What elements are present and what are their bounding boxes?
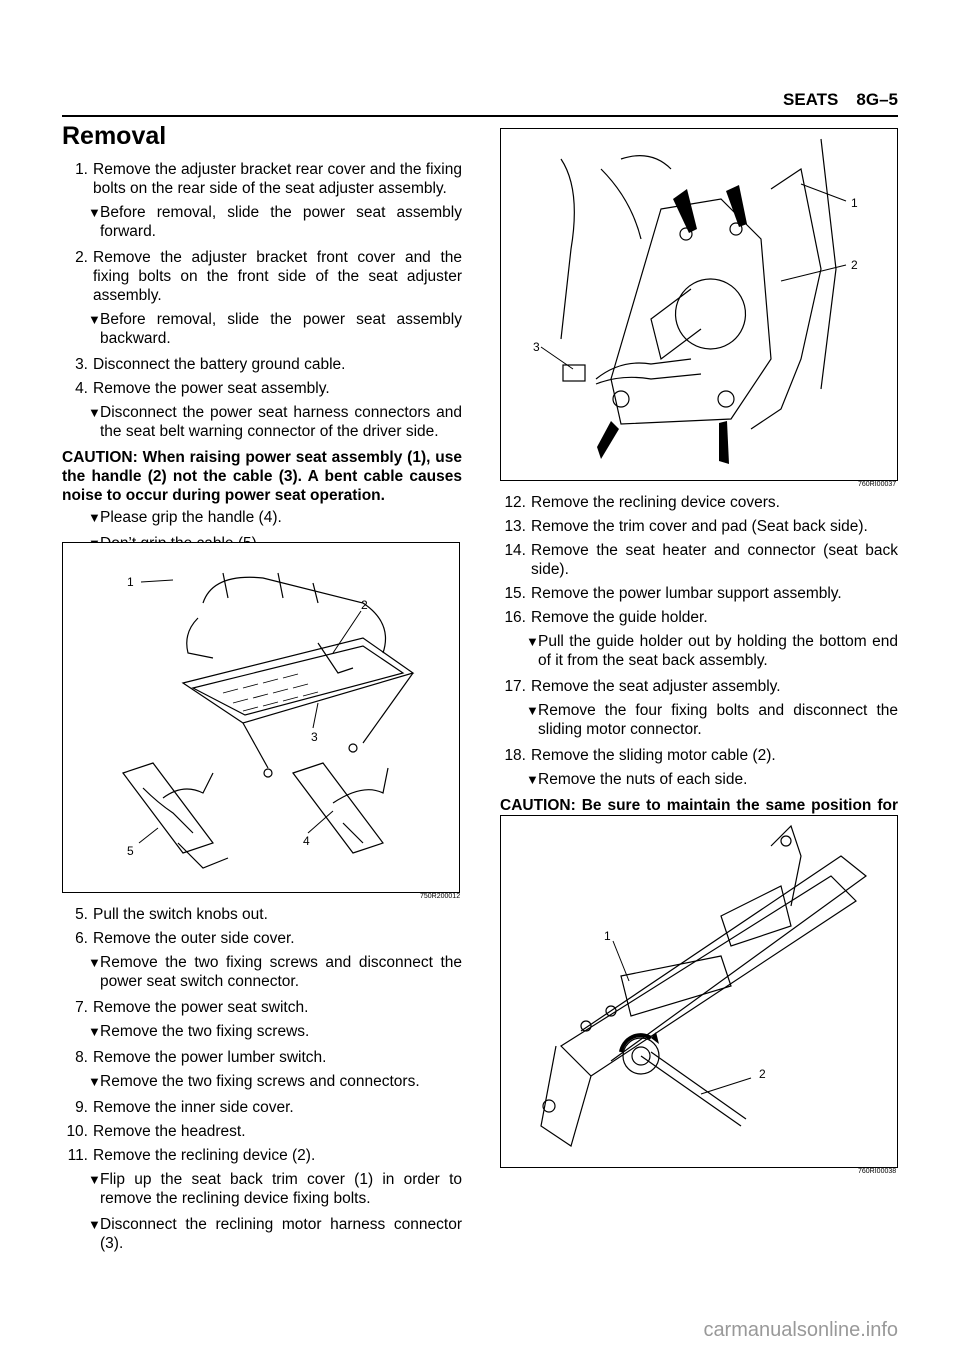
figure-id: 760RI00038 bbox=[858, 1168, 897, 1175]
label-3: 3 bbox=[311, 730, 318, 744]
step-text: Remove the guide holder. bbox=[531, 609, 708, 626]
note-item bbox=[88, 403, 462, 441]
step-item bbox=[62, 1122, 462, 1141]
note-item bbox=[88, 203, 462, 241]
seat-lifting-illustration bbox=[63, 543, 459, 892]
note-item bbox=[88, 1170, 462, 1208]
step-text: Remove the power seat assembly. bbox=[93, 380, 330, 397]
bullet-icon: ▼ bbox=[88, 510, 101, 525]
step-text: Disconnect the battery ground cable. bbox=[93, 356, 346, 373]
bullet-icon: ▼ bbox=[88, 405, 101, 420]
label-5: 5 bbox=[127, 844, 134, 858]
page-header bbox=[765, 90, 898, 110]
caution-raising-seat: CAUTION: When raising power seat assembly (1), use the handle (2) not the cable (3). A bent cable causes noise to occur during power seat operation. bbox=[62, 449, 462, 504]
step-item bbox=[500, 517, 898, 536]
left-column-top bbox=[62, 160, 462, 560]
note-text: Please grip the handle (4). bbox=[100, 509, 282, 526]
step-text: Remove the adjuster bracket front cover and the fixing bolts on the front side of the seat adjuster assembly. bbox=[93, 249, 462, 304]
step-number: 9. bbox=[75, 1099, 88, 1116]
note-text: Before removal, slide the power seat assembly backward. bbox=[100, 311, 462, 347]
step-number: 8. bbox=[75, 1049, 88, 1066]
step-number: 14. bbox=[504, 542, 526, 559]
step-list-left-2 bbox=[62, 905, 462, 1253]
left-column-bottom bbox=[62, 905, 462, 1260]
figure-id: 760RI00037 bbox=[858, 481, 897, 488]
note-item bbox=[88, 1072, 462, 1091]
step-number: 12. bbox=[504, 494, 526, 511]
note-item bbox=[88, 508, 462, 527]
note-text: Before removal, slide the power seat assembly forward. bbox=[100, 204, 462, 240]
step-number: 7. bbox=[75, 999, 88, 1016]
step-item bbox=[500, 677, 898, 696]
note-item bbox=[88, 1215, 462, 1253]
step-item bbox=[500, 541, 898, 579]
figure-seat-adjuster bbox=[500, 815, 898, 1168]
label-4: 4 bbox=[303, 834, 310, 848]
step-item bbox=[62, 998, 462, 1017]
step-text: Remove the trim cover and pad (Seat back side). bbox=[531, 518, 868, 535]
figure-id: 750R200012 bbox=[420, 893, 461, 900]
step-item bbox=[62, 1048, 462, 1067]
label-1: 1 bbox=[127, 575, 134, 589]
page-number: 8G–5 bbox=[856, 90, 898, 109]
note-item bbox=[88, 953, 462, 991]
reclining-device-illustration bbox=[501, 129, 897, 480]
bullet-icon: ▼ bbox=[88, 1024, 101, 1039]
label-3: 3 bbox=[533, 340, 540, 354]
step-text: Remove the reclining device (2). bbox=[93, 1147, 316, 1164]
right-column bbox=[500, 493, 898, 834]
note-text: Remove the nuts of each side. bbox=[538, 771, 748, 788]
label-2: 2 bbox=[851, 258, 858, 272]
step-item bbox=[62, 160, 462, 198]
step-item bbox=[62, 379, 462, 398]
label-2: 2 bbox=[361, 598, 368, 612]
figure-seat-lifting bbox=[62, 542, 460, 893]
label-2: 2 bbox=[759, 1067, 766, 1081]
bullet-icon: ▼ bbox=[88, 1172, 101, 1187]
step-item bbox=[62, 929, 462, 948]
note-text: Pull the guide holder out by holding the bottom end of it from the seat back assembly. bbox=[538, 633, 898, 669]
bullet-icon: ▼ bbox=[526, 772, 539, 787]
bullet-icon: ▼ bbox=[88, 955, 101, 970]
step-number: 5. bbox=[75, 906, 88, 923]
note-text: Remove the two fixing screws and connectors. bbox=[100, 1073, 420, 1090]
step-text: Remove the seat adjuster assembly. bbox=[531, 678, 781, 695]
step-text: Remove the seat heater and connector (seat back side). bbox=[531, 542, 898, 578]
section-title: SEATS bbox=[782, 90, 839, 109]
step-number: 2. bbox=[75, 249, 88, 266]
step-number: 6. bbox=[75, 930, 88, 947]
page-title: Removal bbox=[62, 122, 167, 150]
step-item bbox=[500, 608, 898, 627]
step-text: Remove the reclining device covers. bbox=[531, 494, 780, 511]
note-text: Disconnect the power seat harness connectors and the seat belt warning connector of the driver side. bbox=[100, 404, 462, 440]
step-text: Remove the power seat switch. bbox=[93, 999, 309, 1016]
bullet-icon: ▼ bbox=[88, 312, 101, 327]
step-text: Remove the power lumbar support assembly. bbox=[531, 585, 842, 602]
step-item bbox=[62, 355, 462, 374]
bullet-icon: ▼ bbox=[88, 1217, 101, 1232]
note-item bbox=[526, 770, 898, 789]
bullet-icon: ▼ bbox=[526, 703, 539, 718]
bullet-icon: ▼ bbox=[88, 1074, 101, 1089]
seat-adjuster-illustration bbox=[501, 816, 897, 1167]
step-text: Pull the switch knobs out. bbox=[93, 906, 268, 923]
note-text: Disconnect the reclining motor harness connector (3). bbox=[100, 1216, 462, 1252]
note-text: Remove the four fixing bolts and disconnect the sliding motor connector. bbox=[538, 702, 898, 738]
header-rule bbox=[62, 115, 898, 117]
step-text: Remove the adjuster bracket rear cover and the fixing bolts on the rear side of the seat adjuster assembly. bbox=[93, 161, 462, 197]
step-number: 11. bbox=[67, 1147, 88, 1164]
step-number: 10. bbox=[66, 1123, 88, 1140]
note-item bbox=[526, 701, 898, 739]
step-item bbox=[62, 248, 462, 305]
step-item bbox=[62, 1098, 462, 1117]
note-text: Remove the two fixing screws. bbox=[100, 1023, 310, 1040]
watermark: carmanualsonline.info bbox=[703, 1319, 898, 1341]
step-number: 16. bbox=[504, 609, 526, 626]
step-number: 1. bbox=[75, 161, 88, 178]
step-item bbox=[500, 746, 898, 765]
step-number: 4. bbox=[75, 380, 88, 397]
step-item bbox=[500, 584, 898, 603]
figure-reclining-device bbox=[500, 128, 898, 481]
step-number: 15. bbox=[504, 585, 526, 602]
step-text: Remove the inner side cover. bbox=[93, 1099, 294, 1116]
caution-adjuster-position: CAUTION: Be sure to maintain the same position for bbox=[500, 797, 898, 814]
step-item bbox=[500, 493, 898, 512]
note-item bbox=[88, 1022, 462, 1041]
note-text: Remove the two fixing screws and disconnect the power seat switch connector. bbox=[100, 954, 462, 990]
step-text: Remove the power lumber switch. bbox=[93, 1049, 327, 1066]
step-text: Remove the outer side cover. bbox=[93, 930, 295, 947]
step-text: Remove the headrest. bbox=[93, 1123, 246, 1140]
step-text: Remove the sliding motor cable (2). bbox=[531, 747, 776, 764]
note-text: Flip up the seat back trim cover (1) in order to remove the reclining device fixing bolts. bbox=[100, 1171, 462, 1207]
step-list-left bbox=[62, 160, 462, 441]
label-1: 1 bbox=[851, 196, 858, 210]
note-item bbox=[88, 310, 462, 348]
bullet-icon: ▼ bbox=[526, 634, 539, 649]
label-1: 1 bbox=[604, 929, 611, 943]
step-number: 13. bbox=[504, 518, 526, 535]
step-number: 17. bbox=[504, 678, 526, 695]
note-item bbox=[526, 632, 898, 670]
bullet-icon: ▼ bbox=[88, 205, 101, 220]
step-list-right bbox=[500, 493, 898, 789]
step-item bbox=[62, 1146, 462, 1165]
step-number: 3. bbox=[75, 356, 88, 373]
step-number: 18. bbox=[504, 747, 526, 764]
step-item bbox=[62, 905, 462, 924]
